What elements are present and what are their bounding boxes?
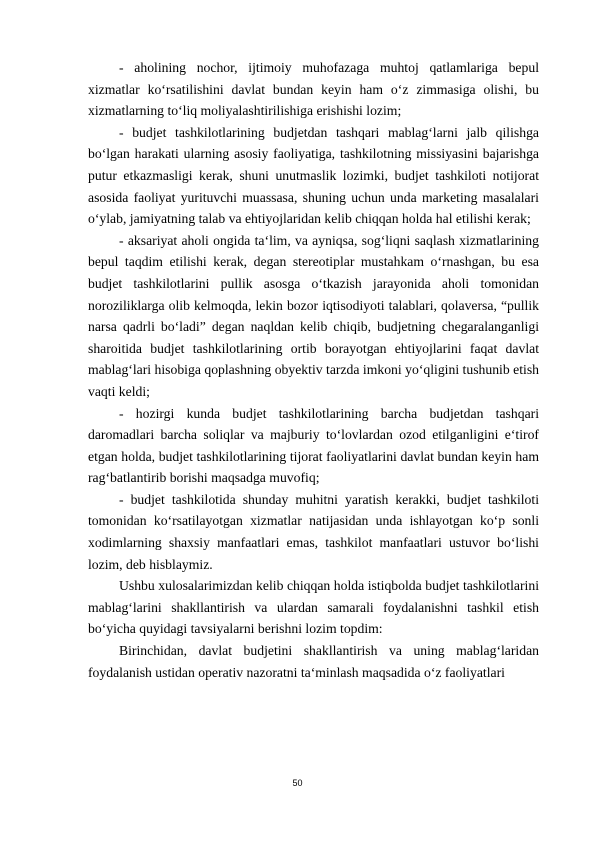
paragraph-firstly: Birinchidan, davlat budjetini shakllantirish va uning mablagʻlaridan foydalanish ustidan operativ nazoratni taʻminlash maqsadida oʻz faoliyatlari [88, 643, 539, 680]
paragraph-recommendations-intro: Ushbu xulosalarimizdan kelib chiqqan holda istiqbolda budjet tashkilotlarini mablagʻlarini shakllantirish va ulardan samarali foydalanishni tashkil etish boʻyicha quyidagi tavsiyalarni berishni lozim topdim: [88, 578, 539, 637]
paragraph-extrabudgetary-funds: - budjet tashkilotlarining budjetdan tashqari mablagʻlarni jalb qilishga boʻlgan harakati ularning asosiy faoliyatiga, tashkilotning missiyasini bajarishga putur etkazmasligi kerak, shuni unutmaslik lozimki, budjet tashkiloti notijorat asosida faoliyat yurituvchi muassasa, shuning uchun unda marketing masalalari oʻylab, jamiyatning talab va ehtiyojlaridan kelib chiqqan holda hal etilishi kerak; [88, 124, 539, 227]
page-number: 50 [292, 778, 303, 788]
document-page [88, 57, 539, 683]
paragraph-organization-interests: - budjet tashkilotida shunday muhitni yaratish kerakki, budjet tashkiloti tomonidan koʻrsatilayotgan xizmatlar natijasidan unda ishlayotgan koʻp sonli xodimlarning shaxsiy manfaatlari emas, tashkilot manfaatlari ustuvor boʻlishi lozim, deb hisblaymiz. [88, 491, 539, 572]
paragraph-tax-exemption: - hozirgi kunda budjet tashkilotlarining barcha budjetdan tashqari daromadlari barcha soliqlar va majburiy toʻlovlardan ozod etilganligini eʻtirof etgan holda, budjet tashkilotlarining tijorat faoliyatlarini davlat bundan keyin ham ragʻbatlantirib borishi maqsadga muvofiq; [88, 405, 539, 486]
paragraph-free-services-stereotype: - aksariyat aholi ongida taʻlim, va ayniqsa, sogʻliqni saqlash xizmatlarining bepul taqdim etilishi kerak, degan stereotiplar mustahkam oʻrnashgan, bu esa budjet tashkilotlarini pullik asosga oʻtkazish jarayonida aholi tomonidan noroziliklarga olib kelmoqda, lekin bozor iqtisodiyoti talablari, qolaversa, “pullik narsa qadrli boʻladi” degan naqldan kelib chiqib, budjetning chegaralanganligi sharoitida budjet tashkilotlarining ortib borayotgan ehtiyojlarini faqat davlat mablagʻlari hisobiga qoplashning obyektiv tarzda imkoni yoʻqligini tushunib etish vaqti keldi; [88, 232, 539, 399]
paragraph-social-protection: - aholining nochor, ijtimoiy muhofazaga muhtoj qatlamlariga bepul xizmatlar koʻrsatilishini davlat bundan keyin ham oʻz zimmasiga olishi, bu xizmatlarning toʻliq moliyalashtirilishiga erishishi lozim; [88, 60, 539, 119]
